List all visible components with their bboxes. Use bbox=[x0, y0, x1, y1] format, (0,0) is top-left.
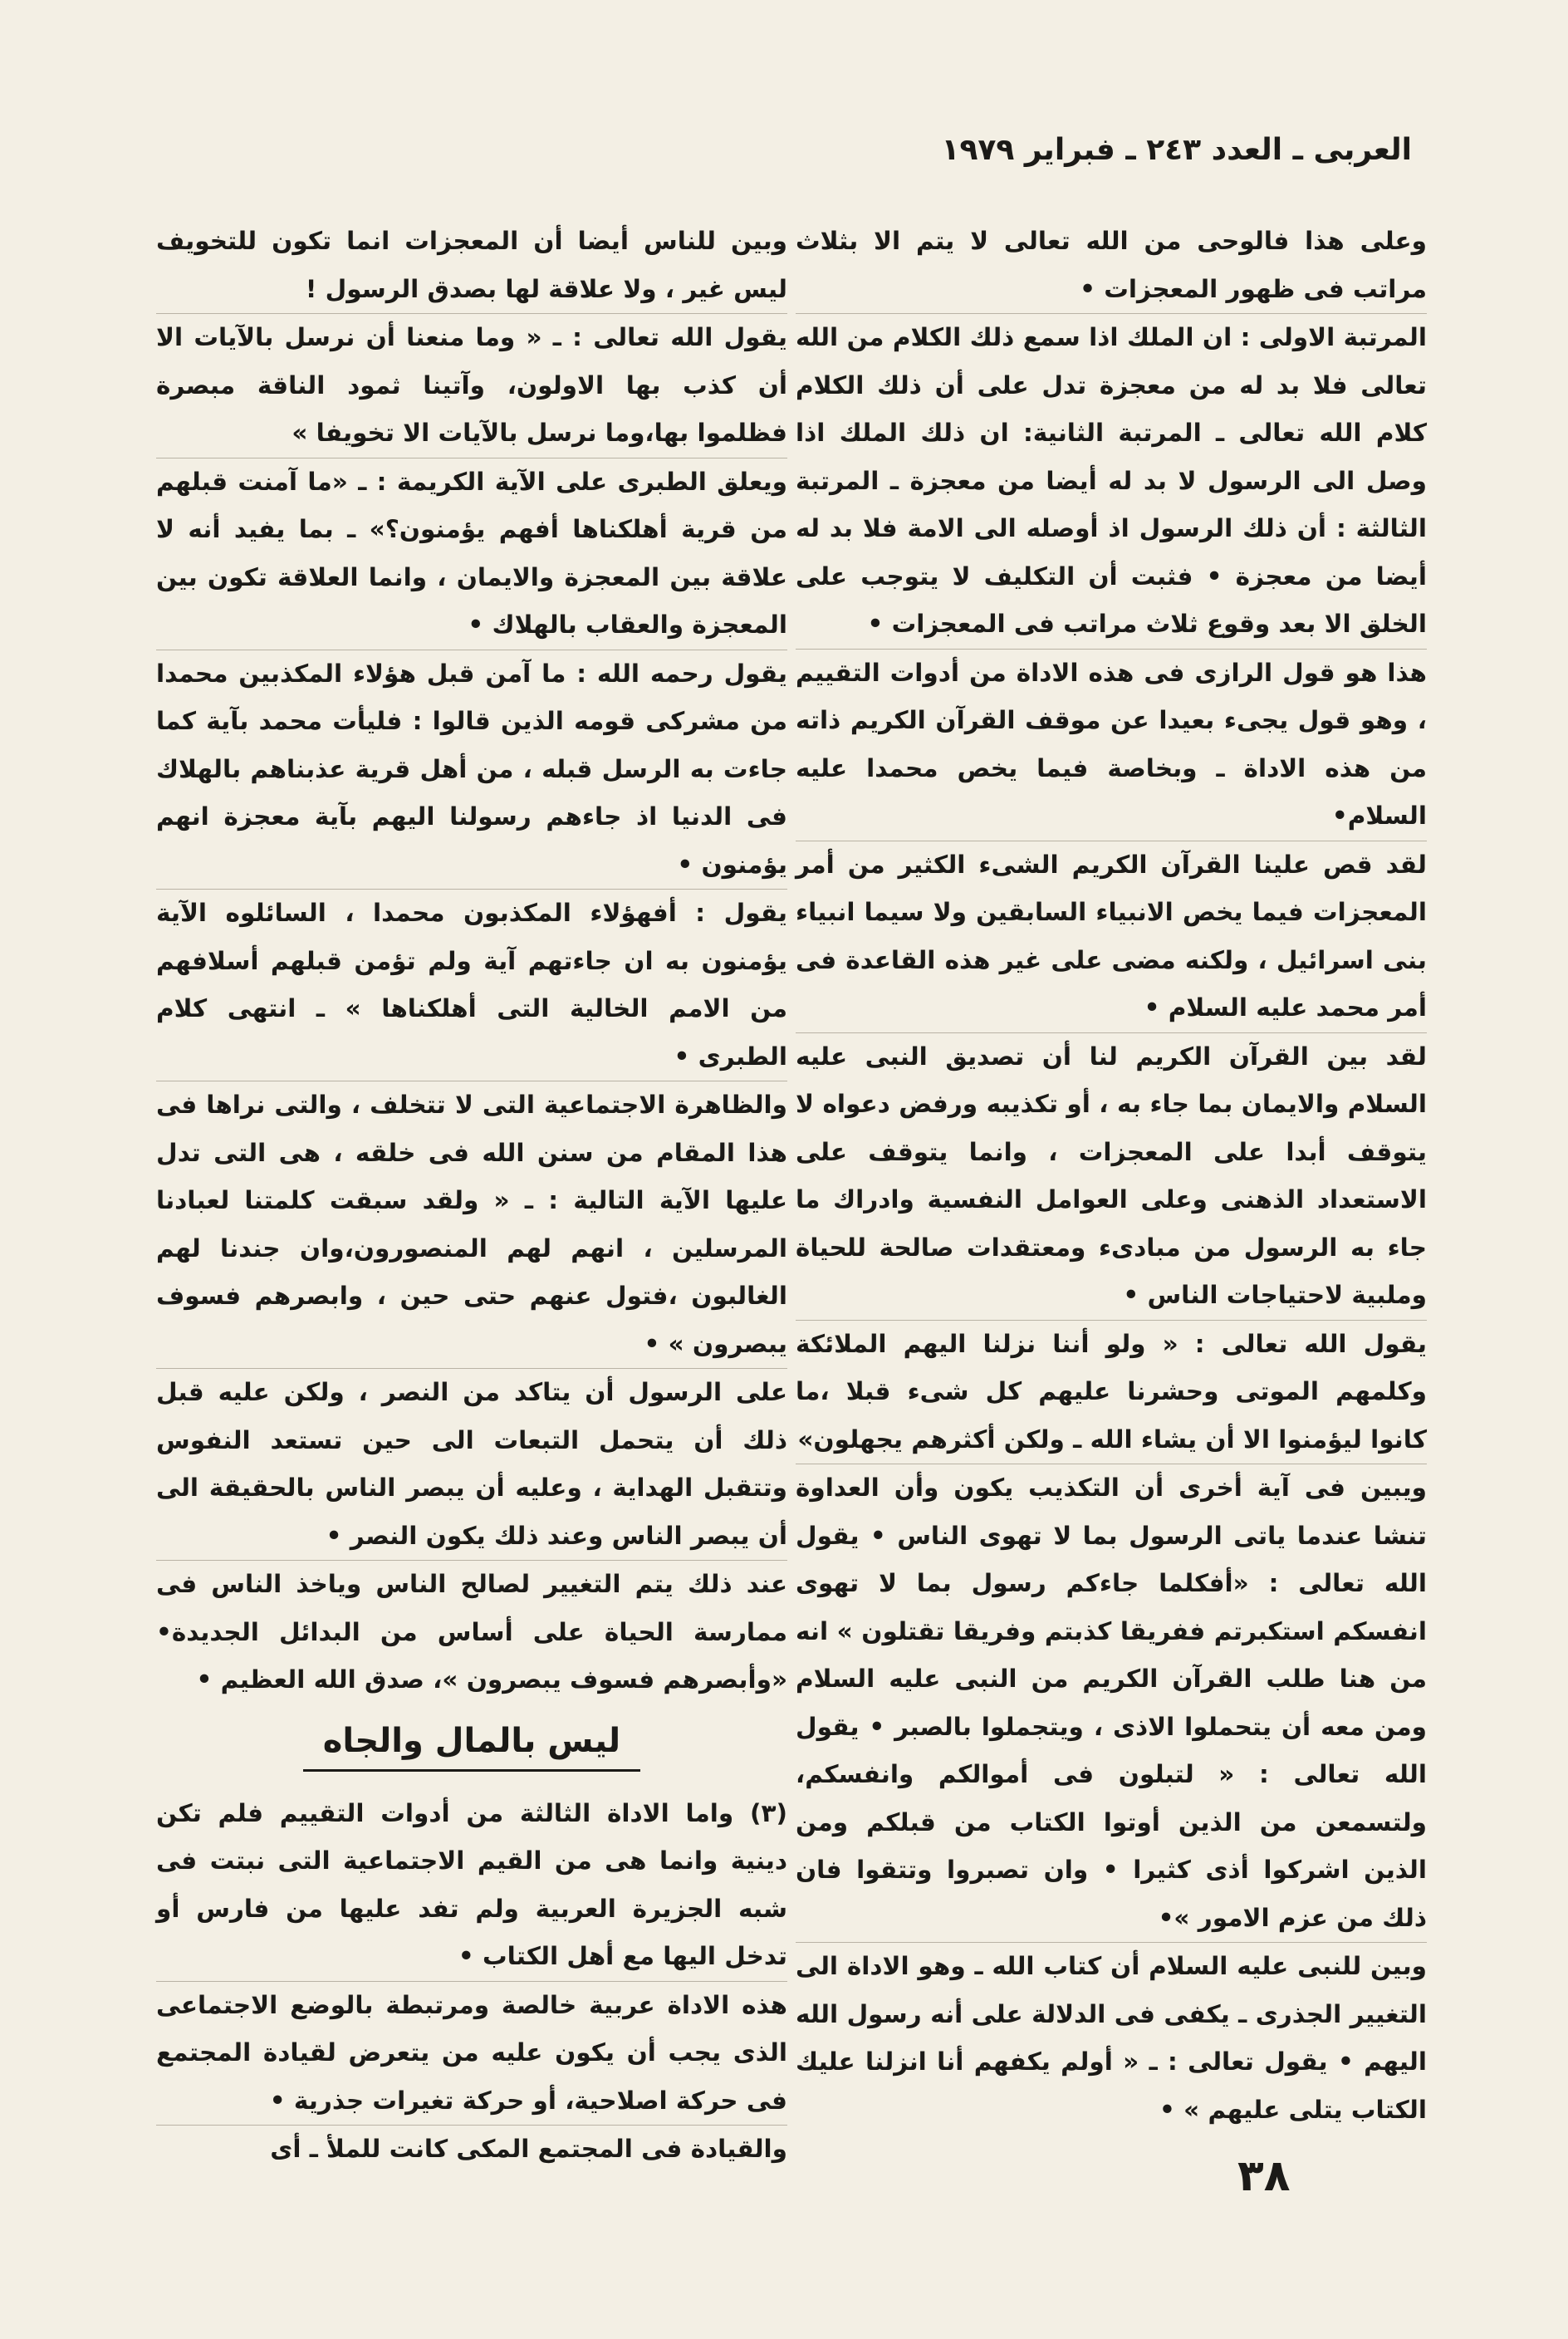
paragraph: يقول : أفهؤلاء المكذبون محمدا ، السائلوه الآية يؤمنون به ان جاءتهم آية ولم تؤمن قبلهم أسلافهم من الامم الخالية التى أهلكناها » ـ انتهى كلام الطبرى • bbox=[156, 890, 787, 1081]
section-subheading-text: ليس بالمال والجاه bbox=[303, 1716, 640, 1772]
paragraph: هذه الاداة عربية خالصة ومرتبطة بالوضع الاجتماعى الذى يجب أن يكون عليه من يتعرض لقيادة المجتمع فى حركة اصلاحية، أو حركة تغيرات جذرية • bbox=[156, 1982, 787, 2126]
paragraph: والقيادة فى المجتمع المكى كانت للملأ ـ أى bbox=[270, 2135, 787, 2163]
paragraph: يقول الله تعالى : ـ « وما منعنا أن نرسل بالآيات الا أن كذب بها الاولون، وآتينا ثمود الناقة مبصرة فظلموا بها،وما نرسل بالآيات الا تخويفا » bbox=[156, 314, 787, 458]
paragraph: لقد بين القرآن الكريم لنا أن تصديق النبى عليه السلام والايمان بما جاء به ، أو تكذيبه ورفض دعواه لا يتوقف أبدا على المعجزات ، وانما يتوقف على الاستعداد الذهنى وعلى العوامل النفسية وادراك ما جاء به الرسول من مبادىء ومعتقدات صالحة للحياة وملبية لاحتياجات الناس • bbox=[796, 1033, 1427, 1321]
running-header: العربى ـ العدد ٢٤٣ ـ فبراير ١٩٧٩ bbox=[941, 133, 1412, 167]
paragraph: على الرسول أن يتاكد من النصر ، ولكن عليه قبل ذلك أن يتحمل التبعات الى حين تستعد النفوس وتتقبل الهداية ، وعليه أن يبصر الناس بالحقيقة الى أن يبصر الناس وعند ذلك يكون النصر • bbox=[156, 1369, 787, 1561]
right-column bbox=[796, 218, 1427, 2134]
paragraph: (٣) واما الاداة الثالثة من أدوات التقييم فلم تكن دينية وانما هى من القيم الاجتماعية التى نبتت فى شبه الجزيرة العربية ولم تفد عليها من فارس أو تدخل اليها مع أهل الكتاب • bbox=[156, 1790, 787, 1982]
paragraph: وبين للناس أيضا أن المعجزات انما تكون للتخويف ليس غير ، ولا علاقة لها بصدق الرسول ! bbox=[156, 218, 787, 314]
paragraph: يقول الله تعالى : « ولو أننا نزلنا اليهم الملائكة وكلمهم الموتى وحشرنا عليهم كل شىء قبلا ،ما كانوا ليؤمنوا الا أن يشاء الله ـ ولكن أكثرهم يجهلون» bbox=[796, 1321, 1427, 1465]
paragraph: يقول رحمه الله : ما آمن قبل هؤلاء المكذبين محمدا من مشركى قومه الذين قالوا : فليأت محمد بآية كما جاءت به الرسل قبله ، من أهل قرية عذبناهم بالهلاك فى الدنيا اذ جاءهم رسولنا اليهم بآية معجزة انهم يؤمنون • bbox=[156, 650, 787, 890]
paragraph: المرتبة الاولى : ان الملك اذا سمع ذلك الكلام من الله تعالى فلا بد له من معجزة تدل على أن ذلك الكلام كلام الله تعالى ـ المرتبة الثانية: ان ذلك الملك اذا وصل الى الرسول لا بد له أيضا من معجزة ـ المرتبة الثالثة : أن ذلك الرسول اذ أوصله الى الامة فلا بد له أيضا من معجزة • فثبت أن التكليف لا يتوجب على الخلق الا بعد وقوع ثلاث مراتب فى المعجزات • bbox=[796, 314, 1427, 650]
paragraph: ويعلق الطبرى على الآية الكريمة : ـ «ما آمنت قبلهم من قرية أهلكناها أفهم يؤمنون؟» ـ بما يفيد أنه لا علاقة بين المعجزة والايمان ، وانما العلاقة تكون بين المعجزة والعقاب بالهلاك • bbox=[156, 458, 787, 650]
paragraph: وبين للنبى عليه السلام أن كتاب الله ـ وهو الاداة الى التغيير الجذرى ـ يكفى فى الدلالة على أنه رسول الله اليهم • يقول تعالى : ـ « أولم يكفهم أنا انزلنا عليك الكتاب يتلى عليهم » • bbox=[796, 1952, 1427, 2124]
paragraph: والظاهرة الاجتماعية التى لا تتخلف ، والتى نراها فى هذا المقام من سنن الله فى خلقه ، هى التى تدل عليها الآية التالية : ـ « ولقد سبقت كلمتنا لعبادنا المرسلين ، انهم لهم المنصورون،وان جندنا لهم الغالبون ،فتول عنهم حتى حين ، وابصرهم فسوف يبصرون » • bbox=[156, 1081, 787, 1369]
paragraph: وعلى هذا فالوحى من الله تعالى لا يتم الا بثلاث مراتب فى ظهور المعجزات • bbox=[796, 218, 1427, 314]
section-subheading bbox=[156, 1716, 787, 1772]
paragraph: ويبين فى آية أخرى أن التكذيب يكون وأن العداوة تنشا عندما ياتى الرسول بما لا تهوى الناس • يقول الله تعالى : «أفكلما جاءكم رسول بما لا تهوى انفسكم استكبرتم ففريقا كذبتم وفريقا تقتلون » انه من هنا طلب القرآن الكريم من النبى عليه السلام ومن معه أن يتحملوا الاذى ، ويتجملوا بالصبر • يقول الله تعالى : « لتبلون فى أموالكم وانفسكم، ولتسمعن من الذين أوتوا الكتاب من قبلكم ومن الذين اشركوا أذى كثيرا • وان تصبروا وتتقوا فان ذلك من عزم الامور »• bbox=[796, 1464, 1427, 1943]
paragraph: لقد قص علينا القرآن الكريم الشىء الكثير من أمر المعجزات فيما يخص الانبياء السابقين ولا سيما انبياء بنى اسرائيل ، ولكنه مضى على غير هذه القاعدة فى أمر محمد عليه السلام • bbox=[796, 841, 1427, 1033]
left-column bbox=[156, 218, 787, 2174]
page-number: ٣٨ bbox=[1237, 2151, 1291, 2201]
paragraph: عند ذلك يتم التغيير لصالح الناس وياخذ الناس فى ممارسة الحياة على أساس من البدائل الجديدة• «وأبصرهم فسوف يبصرون »، صدق الله العظيم • bbox=[156, 1570, 787, 1694]
paragraph: هذا هو قول الرازى فى هذه الاداة من أدوات التقييم ، وهو قول يجىء بعيدا عن موقف القرآن الكريم ذاته من هذه الاداة ـ وبخاصة فيما يخص محمدا عليه السلام• bbox=[796, 650, 1427, 841]
